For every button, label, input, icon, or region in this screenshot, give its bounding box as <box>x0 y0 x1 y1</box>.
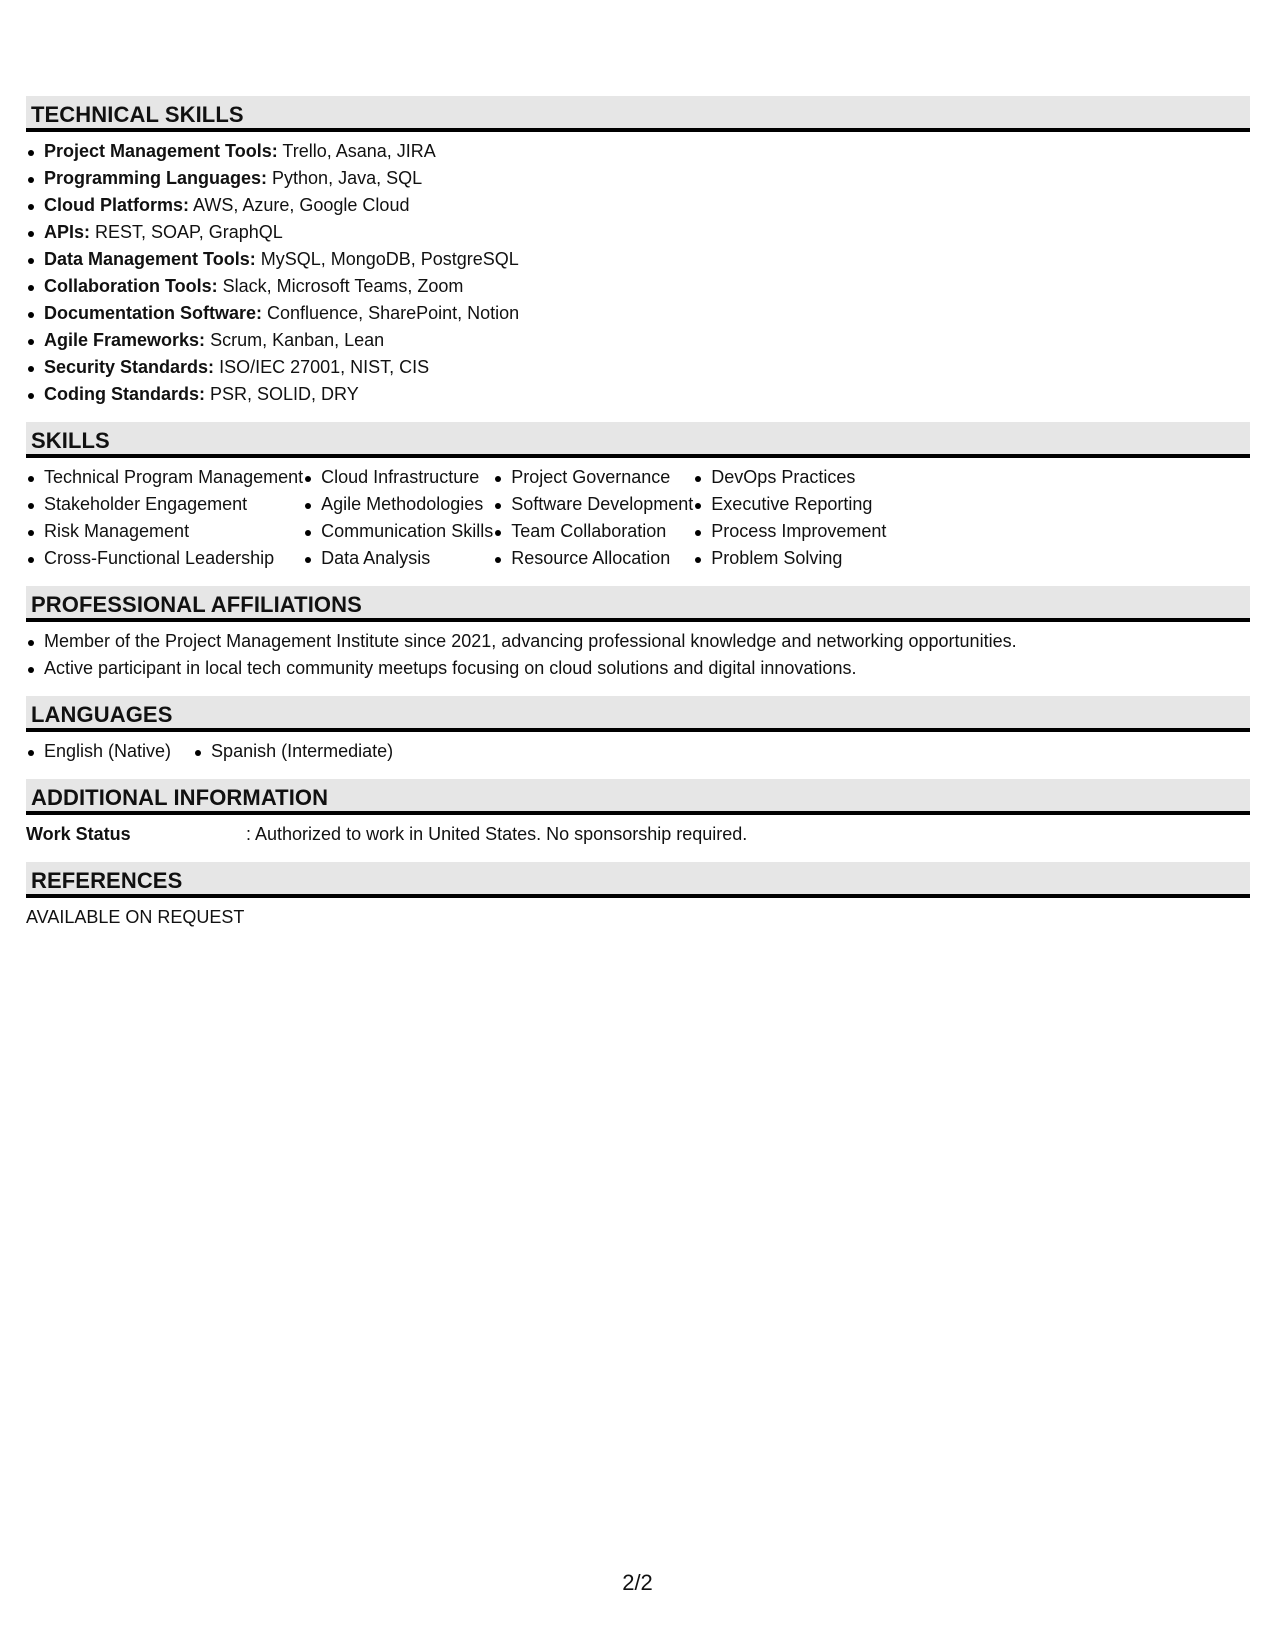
technical-skill-item <box>26 273 1250 300</box>
affiliations-list <box>26 628 1250 682</box>
skill-item: Cross-Functional Leadership <box>26 545 303 572</box>
technical-skill-item <box>26 219 1250 246</box>
technical-skills-heading: TECHNICAL SKILLS <box>26 96 1250 132</box>
technical-skill-label: Programming Languages: <box>44 168 268 188</box>
technical-skill-item <box>26 192 1250 219</box>
skill-item: DevOps Practices <box>693 464 886 491</box>
affiliation-item: Active participant in local tech community meetups focusing on cloud solutions and digital innovations. <box>26 655 1250 682</box>
languages-list <box>26 738 1250 765</box>
technical-skill-label: APIs: <box>44 222 91 242</box>
work-status-row <box>26 821 1250 848</box>
technical-skill-value: MySQL, MongoDB, PostgreSQL <box>255 249 519 269</box>
technical-skill-item <box>26 246 1250 273</box>
languages-heading: LANGUAGES <box>26 696 1250 732</box>
skill-item: Cloud Infrastructure <box>303 464 493 491</box>
skills-column-2 <box>303 464 493 572</box>
skills-section <box>26 422 1250 572</box>
technical-skill-value: PSR, SOLID, DRY <box>205 384 359 404</box>
technical-skill-item <box>26 327 1250 354</box>
technical-skill-value: Trello, Asana, JIRA <box>277 141 436 161</box>
skills-heading: SKILLS <box>26 422 1250 458</box>
skill-item: Stakeholder Engagement <box>26 491 303 518</box>
work-status-value: : Authorized to work in United States. No sponsorship required. <box>246 824 748 844</box>
technical-skills-section <box>26 96 1250 408</box>
skills-column-4 <box>693 464 886 572</box>
technical-skill-label: Agile Frameworks: <box>44 330 206 350</box>
page-number: 2/2 <box>622 1570 653 1595</box>
skill-item: Problem Solving <box>693 545 886 572</box>
technical-skill-value: Confluence, SharePoint, Notion <box>262 303 520 323</box>
affiliations-heading: PROFESSIONAL AFFILIATIONS <box>26 586 1250 622</box>
affiliation-item: Member of the Project Management Institute since 2021, advancing professional knowledge and networking opportunities. <box>26 628 1250 655</box>
skills-grid <box>26 464 1250 572</box>
additional-info-section <box>26 779 1250 848</box>
technical-skill-value: Slack, Microsoft Teams, Zoom <box>217 276 464 296</box>
languages-section <box>26 696 1250 765</box>
skill-item: Technical Program Management <box>26 464 303 491</box>
technical-skill-label: Cloud Platforms: <box>44 195 190 215</box>
skill-item: Data Analysis <box>303 545 493 572</box>
skill-item: Risk Management <box>26 518 303 545</box>
language-item: English (Native) <box>26 738 171 765</box>
skill-item: Team Collaboration <box>493 518 693 545</box>
technical-skill-label: Project Management Tools: <box>44 141 278 161</box>
technical-skill-value: ISO/IEC 27001, NIST, CIS <box>214 357 430 377</box>
technical-skill-value: Scrum, Kanban, Lean <box>205 330 385 350</box>
technical-skill-item <box>26 381 1250 408</box>
technical-skill-value: AWS, Azure, Google Cloud <box>189 195 410 215</box>
skill-item: Process Improvement <box>693 518 886 545</box>
affiliations-section <box>26 586 1250 682</box>
technical-skill-label: Collaboration Tools: <box>44 276 218 296</box>
technical-skill-label: Data Management Tools: <box>44 249 256 269</box>
technical-skill-item <box>26 354 1250 381</box>
technical-skills-list <box>26 138 1250 408</box>
skills-column-1 <box>26 464 303 572</box>
skill-item: Resource Allocation <box>493 545 693 572</box>
skill-item: Agile Methodologies <box>303 491 493 518</box>
skill-item: Executive Reporting <box>693 491 886 518</box>
work-status-label: Work Status <box>26 824 131 844</box>
references-heading: REFERENCES <box>26 862 1250 898</box>
references-text: AVAILABLE ON REQUEST <box>26 907 245 927</box>
resume-page-content <box>26 96 1250 945</box>
technical-skill-label: Security Standards: <box>44 357 215 377</box>
skill-item: Communication Skills <box>303 518 493 545</box>
references-section <box>26 862 1250 931</box>
skill-item: Software Development <box>493 491 693 518</box>
technical-skill-label: Documentation Software: <box>44 303 263 323</box>
technical-skill-value: Python, Java, SQL <box>267 168 423 188</box>
technical-skill-item <box>26 165 1250 192</box>
skill-item: Project Governance <box>493 464 693 491</box>
technical-skill-label: Coding Standards: <box>44 384 205 404</box>
language-item: Spanish (Intermediate) <box>193 738 393 765</box>
additional-info-heading: ADDITIONAL INFORMATION <box>26 779 1250 815</box>
skills-column-3 <box>493 464 693 572</box>
technical-skill-item <box>26 138 1250 165</box>
technical-skill-value: REST, SOAP, GraphQL <box>90 222 283 242</box>
technical-skill-item <box>26 300 1250 327</box>
